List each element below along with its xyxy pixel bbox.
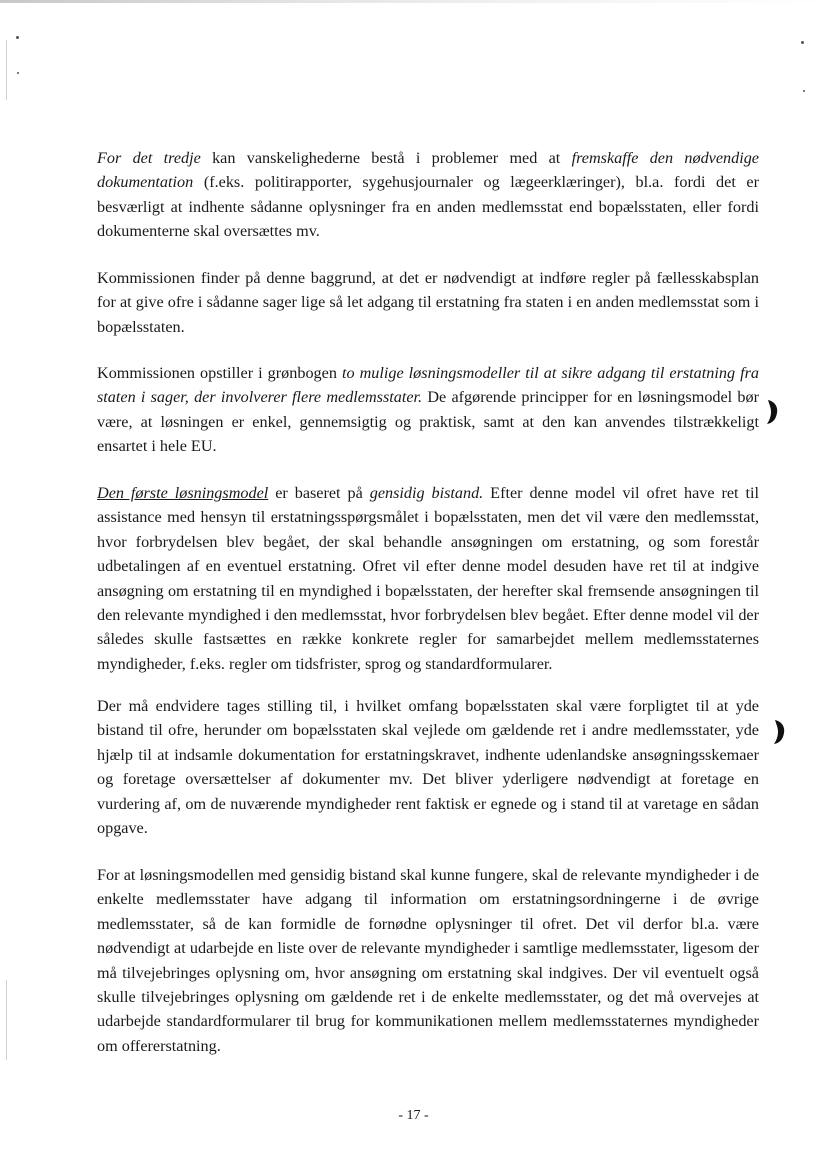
text-run: For at løsningsmodellen med gensidig bistand skal kunne fungere, skal de relevante myndigheder i de enkelte medlemsstater have adgang til information om erstatningsordningerne i de øvrige medlemsstater, så de kan formidle de fornødne oplysninger til ofret. Det vil derfor bl.a. være nødvendigt at udarbejde en liste over de relevante myndigheder i samtlige medlemsstater, ligesom der må tilvejebringes oplysning om, hvor ansøgning om erstatning skal indgives. Der vil eventuelt også skulle tilvejebringes oplysning om gældende ret i de enkelte medlemsstater, og det må overvejes at udarbejde standardformularer til brug for kommunikationen mellem medlemsstaternes myndigheder om offererstatning.: [97, 866, 759, 1055]
body-paragraph: [97, 694, 759, 840]
text-run: er baseret på: [268, 484, 370, 502]
text-run: kan vanskelighederne bestå i problemer med at: [200, 149, 572, 167]
text-run: Der må endvidere tages stilling til, i hvilket omfang bopælsstaten skal være forpligtet til at yde bistand til ofre, herunder om bopælsstaten skal vejlede om gældende ret i andre medlemsstater, yde hjælp til at indsamle dokumentation for erstatningskravet, indhente udenlandske ansøgningsskemaer og foretage oversættelser af dokumenter mv. Det bliver yderligere nødvendigt at foretage en vurdering af, om de nuværende myndigheder rent faktisk er egnede og i stand til at varetage en sådan opgave.: [97, 697, 759, 838]
paragraph-text: [97, 863, 759, 1058]
paragraph-text: [97, 481, 759, 676]
text-run: to mulige løsningsmodeller til at sikre adgang til erstatning fra staten i sager, der involverer flere medlemsstater.: [97, 364, 759, 407]
scan-speck: [16, 36, 19, 39]
paragraph-text: [97, 361, 759, 459]
body-paragraph: [97, 266, 759, 339]
scan-speck: [801, 41, 804, 44]
body-paragraph: [97, 481, 759, 676]
body-paragraph: [97, 146, 759, 244]
paragraph-text: [97, 146, 759, 244]
text-run: Den første løsningsmodel: [97, 484, 269, 502]
text-run: (f.eks. politirapporter, sygehusjournaler og lægeerklæringer), bl.a. fordi det er besværligt at indhente sådanne oplysninger fra en anden medlemsstat end bopælsstaten, eller fordi dokumenterne skal oversættes mv.: [97, 173, 759, 241]
page-number: - 17 -: [398, 1108, 429, 1123]
body-paragraph: [97, 863, 759, 1058]
punch-hole-mark: [762, 398, 780, 426]
text-run: Kommissionen finder på denne baggrund, at det er nødvendigt at indføre regler på fællesskabsplan for at give ofre i sådanne sager lige så let adgang til erstatning fra staten i en anden medlemsstat som i bopælsstaten.: [97, 269, 759, 336]
scan-speck: [803, 90, 805, 92]
paragraph-text: [97, 694, 759, 840]
scan-top-edge: [0, 0, 827, 3]
scan-edge-mark: [6, 40, 7, 100]
scan-speck: [17, 72, 19, 74]
text-run: Kommissionen opstiller i grønbogen: [97, 364, 342, 382]
body-paragraph: [97, 361, 759, 459]
punch-hole-mark: [769, 718, 787, 746]
paragraph-text: [97, 266, 759, 339]
text-run: gensidig bistand.: [369, 484, 484, 502]
text-run: De afgørende principper for en løsningsmodel bør være, at løsningen er enkel, gennemsigtig og praktisk, samt at den kan anvendes tilstrækkeligt ensartet i hele EU.: [97, 388, 759, 456]
text-run: For det tredje: [97, 149, 201, 167]
text-run: Efter denne model vil ofret have ret til assistance med hensyn til erstatningsspørgsmålet i bopælsstaten, men det vil være den medlemsstat, hvor forbrydelsen blev begået, der skal behandle ansøgningen om erstatning, og som forestår udbetalingen af en eventuel erstatning. Ofret vil efter denne model desuden have ret til at indgive ansøgning om erstatning til en myndighed i bopælsstaten, der herefter skal fremsende ansøgningen til den relevante myndighed i den medlemsstat, hvor forbrydelsen blev begået. Efter denne model vil der således skulle fastsættes en række konkrete regler for samarbejdet mellem medlemsstaternes myndigheder, f.eks. regler om tidsfrister, sprog og standardformularer.: [97, 484, 759, 673]
text-run: fremskaffe den nødvendige dokumentation: [97, 149, 759, 192]
scan-edge-mark: [6, 980, 7, 1060]
